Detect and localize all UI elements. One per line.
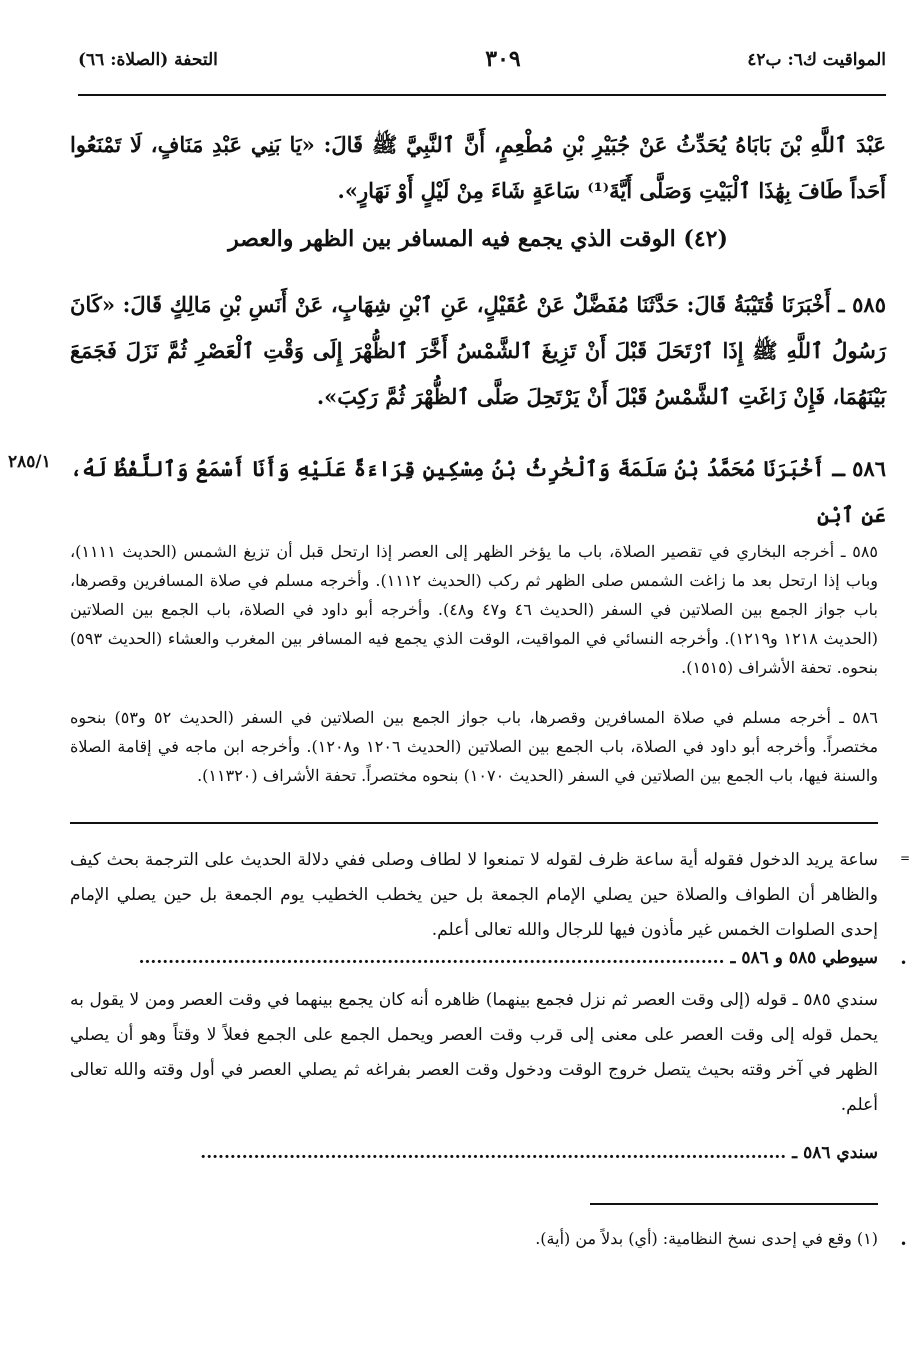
footnote-1: (١) وقع في إحدى نسخ النظامية: (أي) بدلاً من (أية). xyxy=(535,1229,878,1248)
takhrij-note-586: ٥٨٦ ـ أخرجه مسلم في صلاة المسافرين وقصرها، باب جواز الجمع بين الصلاتين في السفر (الحديث ٥٢ و٥٣) بنحوه مختصراً. وأخرجه أبو داود في الصلاة، باب الجمع بين الصلاتين (الحديث ١٢٠٦ و١٢٠٨). وأخرجه ابن ماجه في إقامة الصلاة والسنة فيها، باب الجمع بين الصلاتين في السفر (الحديث ١٠٧٠) بنحوه مختصراً. تحفة الأشراف (١١٣٢٠). xyxy=(70,708,879,785)
sindi-commentary-585: سندي ٥٨٥ ـ قوله (إلى وقت العصر ثم نزل فجمع بينهما) ظاهره أنه كان يجمع بينهما في وقت العصر ومن لا يقول به يحمل قوله إلى وقت العصر على معنى إلى قرب وقت العصر ويحمل الجمع على الجمع فعلاً لا وقتاً وهو أن يصلي الظهر في آخر وقته بحيث يتصل خروج الوقت ودخول وقت العصر بفراغه ثم يصلي العصر في أول وقته والله تعالى أعلم. xyxy=(70,990,878,1115)
suyuti-commentary-heading xyxy=(70,948,878,968)
suyuti-label: سيوطي ٥٨٥ و ٥٨٦ ـ xyxy=(730,948,878,968)
continuation-marker: = xyxy=(900,851,911,865)
chapter-title: (٤٢) الوقت الذي يجمع فيه المسافر بين الظهر والعصر xyxy=(228,226,728,252)
bullet-icon: • xyxy=(900,1237,908,1251)
hadith-586: ٥٨٦ ـ أَخْبَرَنَا مُحَمَّدُ بْنُ سَلَمَةَ وَٱلْحَٰرِثُ بْنُ مِسْكِينٍ قِرَاءَةً عَلَيْهِ وَأَنَا أَسْمَعُ وَٱللَّفْظُ لَهُ، عَنِ ٱبْنِ xyxy=(70,456,886,527)
footnote-rule xyxy=(590,1203,878,1205)
bullet-icon: • xyxy=(900,956,908,970)
header-chapter-ref: المواقيت ك٦: ب٤٢ xyxy=(747,50,886,70)
commentary-continuation: ساعة يريد الدخول فقوله أية ساعة ظرف لقوله لا تمنعوا لا لطاف وصلى ففي دلالة الحديث على الترجمة بحث كيف والظاهر أن الطواف والصلاة حين يصلي الإمام الجمعة بل حين يخطب الخطيب يوم الجمعة بل حين يصلي الإمام إحدى الصلوات الخمس غير مأذون فيها للرجال والله تعالى أعلم. xyxy=(70,850,878,940)
page-number: ٣٠٩ xyxy=(485,46,521,72)
dotted-leader: ................................................................................................... xyxy=(138,948,725,968)
header-rule xyxy=(78,94,886,96)
dotted-leader: ................................................................................................... xyxy=(200,1143,787,1163)
margin-reference: ٢٨٥/١ xyxy=(8,452,51,472)
sindi-commentary-586-heading xyxy=(70,1143,878,1163)
takhrij-note-585: ٥٨٥ ـ أخرجه البخاري في تقصير الصلاة، باب ما يؤخر الظهر إلى العصر إذا ارتحل قبل أن تزيغ الشمس (الحديث ١١١١)، وباب إذا ارتحل بعد ما زاغت الشمس صلى الظهر ثم ركب (الحديث ١١١٢). وأخرجه مسلم في صلاة المسافرين وقصرها، باب جواز الجمع بين الصلاتين في السفر (الحديث ٤٦ و٤٧ و٤٨). وأخرجه أبو داود في الصلاة، باب الجمع بين الصلاتين (الحديث ١٢١٨ و١٢١٩). وأخرجه النسائي في المواقيت، الوقت الذي يجمع فيه المسافر بين المغرب والعشاء (الحديث ٥٩٣) بنحوه. تحفة الأشراف (١٥١٥). xyxy=(70,542,879,677)
sindi-586-label: سندي ٥٨٦ ـ xyxy=(792,1143,878,1163)
hadith-584-continuation: عَبْدَ ٱللَّهِ بْنَ بَابَاهُ يُحَدِّثُ عَنْ جُبَيْرِ بْنِ مُطْعِمٍ، أَنَّ ٱلنَّبِيَّ ﷺ قَالَ: «يَا بَنِي عَبْدِ مَنَافٍ، لَا تَمْنَعُوا أَحَداً طَافَ بِهَٰذَا ٱلْبَيْتِ وَصَلَّى أَيَّةَ⁽¹⁾ سَاعَةٍ شَاءَ مِنْ لَيْلٍ أَوْ نَهَارٍ». xyxy=(70,132,886,203)
page-header xyxy=(78,46,886,82)
header-tuhfa-ref: التحفة (الصلاة: ٦٦) xyxy=(78,50,218,70)
notes-rule xyxy=(70,822,878,824)
hadith-585: ٥٨٥ ـ أَخْبَرَنَا قُتَيْبَةُ قَالَ: حَدَّثَنَا مُفَضَّلٌ عَنْ عُقَيْلٍ، عَنِ ٱبْنِ شِهَابٍ، عَنْ أَنَسِ بْنِ مَالِكٍ قَالَ: «كَانَ رَسُولُ ٱللَّهِ ﷺ إِذَا ٱرْتَحَلَ قَبْلَ أَنْ تَزِيغَ ٱلشَّمْسُ أَخَّرَ ٱلظُّهْرَ إِلَى وَقْتِ ٱلْعَصْرِ ثُمَّ نَزَلَ فَجَمَعَ بَيْنَهُمَا، فَإِنْ زَاغَتِ ٱلشَّمْسُ قَبْلَ أَنْ يَرْتَحِلَ صَلَّى ٱلظُّهْرَ ثُمَّ رَكِبَ». xyxy=(70,292,886,409)
